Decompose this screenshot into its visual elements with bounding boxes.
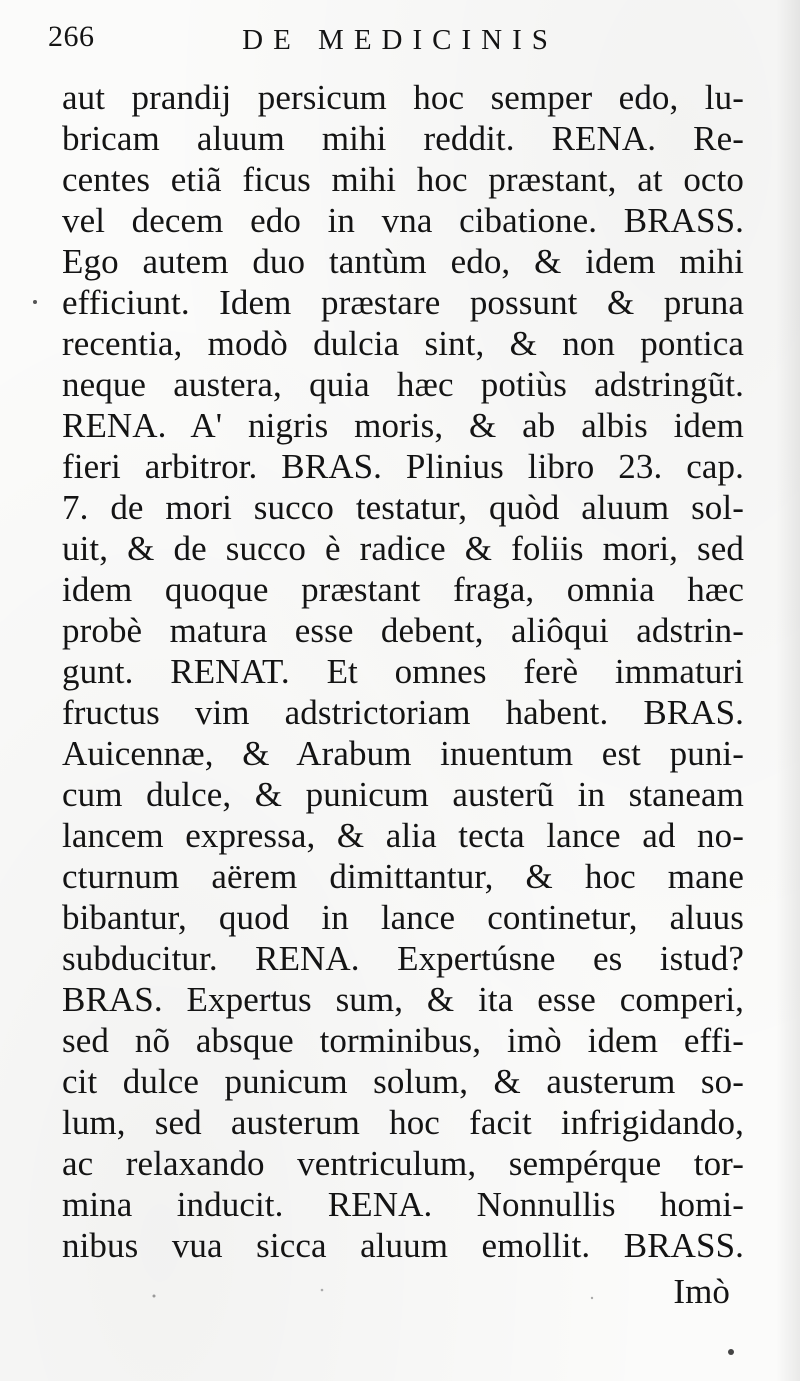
text-line: ac relaxando ventriculum, sempérque tor- (62, 1144, 744, 1183)
text-line: cturnum aërem dimittantur, & hoc mane (62, 857, 744, 896)
body-text (62, 78, 744, 1348)
text-line: nibus vua sicca aluum emollit. BRASS. (62, 1226, 744, 1265)
text-line: 7. de mori succo testatur, quòd aluum sol- (62, 488, 744, 527)
text-line: vel decem edo in vna cibatione. BRASS. (62, 201, 744, 240)
text-line: gunt. RENAT. Et omnes ferè immaturi (62, 652, 744, 691)
text-line: RENA. A' nigris moris, & ab albis idem (62, 406, 744, 445)
page-header (40, 12, 758, 68)
page-edge-shadow (776, 0, 800, 1381)
text-line: centes etiã ficus mihi hoc præstant, at octo (62, 160, 744, 199)
text-line: aut prandij persicum hoc semper edo, lu- (62, 78, 744, 117)
page-number: 266 (48, 20, 95, 53)
text-line: Auicennæ, & Arabum inuentum est puni- (62, 734, 744, 773)
text-line: lancem expressa, & alia tecta lance ad no- (62, 816, 744, 855)
text-line: neque austera, quia hæc potiùs adstringũt. (62, 365, 744, 404)
text-line: cit dulce punicum solum, & austerum so- (62, 1062, 744, 1101)
text-line: mina inducit. RENA. Nonnullis homi- (62, 1185, 744, 1224)
text-line: probè matura esse debent, aliôqui adstrin- (62, 611, 744, 650)
catchword: Imò (673, 1272, 730, 1311)
text-line: recentia, modò dulcia sint, & non pontica (62, 324, 744, 363)
text-line: efficiunt. Idem præstare possunt & pruna (62, 283, 744, 322)
text-line: bricam aluum mihi reddit. RENA. Re- (62, 119, 744, 158)
text-line: cum dulce, & punicum austerũ in staneam (62, 775, 744, 814)
text-line: lum, sed austerum hoc facit infrigidando, (62, 1103, 744, 1142)
text-line: bibantur, quod in lance continetur, aluus (62, 898, 744, 937)
running-title: DE MEDICINIS (242, 24, 558, 56)
text-line: sed nõ absque torminibus, imò idem effi- (62, 1021, 744, 1060)
text-line: subducitur. RENA. Expertúsne es istud? (62, 939, 744, 978)
text-line: fructus vim adstrictoriam habent. BRAS. (62, 693, 744, 732)
text-line: uit, & de succo è radice & foliis mori, sed (62, 529, 744, 568)
text-line: BRAS. Expertus sum, & ita esse comperi, (62, 980, 744, 1019)
text-line: fieri arbitror. BRAS. Plinius libro 23. cap. (62, 447, 744, 486)
text-line: Ego autem duo tantùm edo, & idem mihi (62, 242, 744, 281)
text-line: idem quoque præstant fraga, omnia hæc (62, 570, 744, 609)
